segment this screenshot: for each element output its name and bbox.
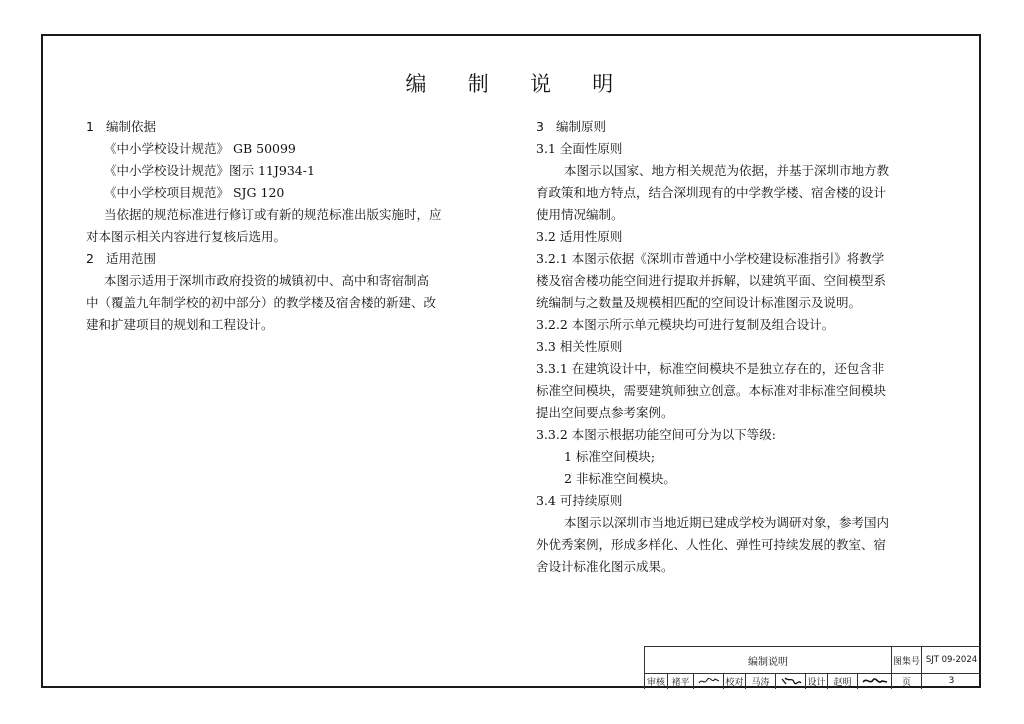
paragraph-line: 本图示以国家、地方相关规范为依据，并基于深圳市地方教 bbox=[564, 163, 890, 178]
left-column bbox=[86, 116, 496, 336]
title-block-row-1 bbox=[645, 647, 981, 674]
subsection-heading: 3.2 适用性原则 bbox=[536, 229, 623, 244]
title-char: 制 bbox=[467, 72, 494, 96]
reference-3: 《中小学校项目规范》 SJG 120 bbox=[104, 185, 285, 200]
section-3-heading: 3 编制原则 bbox=[536, 119, 607, 134]
section-1-heading: 1 编制依据 bbox=[86, 119, 157, 134]
paragraph-line: 对本图示相关内容进行复核后选用。 bbox=[86, 229, 287, 244]
paragraph-line: 育政策和地方特点，结合深圳现有的中学教学楼、宿舍楼的设计 bbox=[536, 185, 887, 200]
reference-2: 《中小学校设计规范》图示 11J934-1 bbox=[104, 163, 315, 178]
title-block-row-2 bbox=[645, 673, 981, 689]
section-2-heading: 2 适用范围 bbox=[86, 251, 157, 266]
paragraph-line: 3.3.2 本图示根据功能空间可分为以下等级: bbox=[536, 427, 776, 442]
paragraph-line: 3.2.2 本图示所示单元模块均可进行复制及组合设计。 bbox=[536, 317, 835, 332]
drawing-name: 编制说明 bbox=[748, 656, 788, 668]
subsection-heading: 3.4 可持续原则 bbox=[536, 493, 623, 508]
paragraph-line: 楼及宿舍楼功能空间进行提取并拆解，以建筑平面、空间模型系 bbox=[536, 273, 887, 288]
review-label: 审核 bbox=[646, 677, 665, 688]
list-item: 1 标准空间模块; bbox=[564, 449, 656, 464]
paragraph-line: 中（覆盖九年制学校的初中部分）的教学楼及宿舍楼的新建、改 bbox=[86, 295, 437, 310]
list-item: 2 非标准空间模块。 bbox=[564, 471, 676, 486]
paragraph-line: 统编制与之数量及规模相匹配的空间设计标准图示及说明。 bbox=[536, 295, 862, 310]
title-block bbox=[644, 646, 981, 689]
page-number: 3 bbox=[921, 673, 981, 689]
review-name: 褚平 bbox=[667, 673, 693, 689]
paragraph-line: 当依据的规范标准进行修订或有新的规范标准出版实施时，应 bbox=[104, 207, 442, 222]
paragraph-line: 外优秀案例，形成多样化、人性化、弹性可持续发展的教室、宿 bbox=[536, 537, 887, 552]
paragraph-line: 建和扩建项目的规划和工程设计。 bbox=[86, 317, 274, 332]
paragraph-line: 舍设计标准化图示成果。 bbox=[536, 559, 674, 574]
paragraph-line: 标准空间模块，需要建筑师独立创意。本标准对非标准空间模块 bbox=[536, 383, 887, 398]
atlas-number: SJT 09-2024 bbox=[921, 647, 981, 673]
title-char: 说 bbox=[530, 72, 557, 96]
paragraph-line: 3.2.1 本图示依据《深圳市普通中小学校建设标准指引》将教学 bbox=[536, 251, 885, 266]
reference-1: 《中小学校设计规范》 GB 50099 bbox=[104, 141, 296, 156]
check-name: 马涛 bbox=[745, 673, 775, 689]
paragraph-line: 3.3.1 在建筑设计中，标准空间模块不是独立存在的，还包含非 bbox=[536, 361, 885, 376]
subsection-heading: 3.3 相关性原则 bbox=[536, 339, 623, 354]
check-label: 校对 bbox=[723, 673, 745, 689]
design-signature bbox=[857, 673, 891, 689]
page-title bbox=[0, 68, 1024, 98]
paragraph-line: 本图示以深圳市当地近期已建成学校为调研对象，参考国内 bbox=[564, 515, 890, 530]
design-label: 设计 bbox=[805, 673, 827, 689]
atlas-label: 图集号 bbox=[891, 647, 921, 673]
title-char: 编 bbox=[405, 72, 432, 96]
review-signature bbox=[693, 673, 723, 689]
subsection-heading: 3.1 全面性原则 bbox=[536, 141, 623, 156]
title-char: 明 bbox=[592, 72, 619, 96]
page-label: 页 bbox=[891, 673, 921, 689]
right-column bbox=[536, 116, 950, 578]
check-signature bbox=[775, 673, 805, 689]
design-name: 赵明 bbox=[827, 673, 857, 689]
paragraph-line: 本图示适用于深圳市政府投资的城镇初中、高中和寄宿制高 bbox=[104, 273, 430, 288]
paragraph-line: 使用情况编制。 bbox=[536, 207, 624, 222]
paragraph-line: 提出空间要点参考案例。 bbox=[536, 405, 674, 420]
